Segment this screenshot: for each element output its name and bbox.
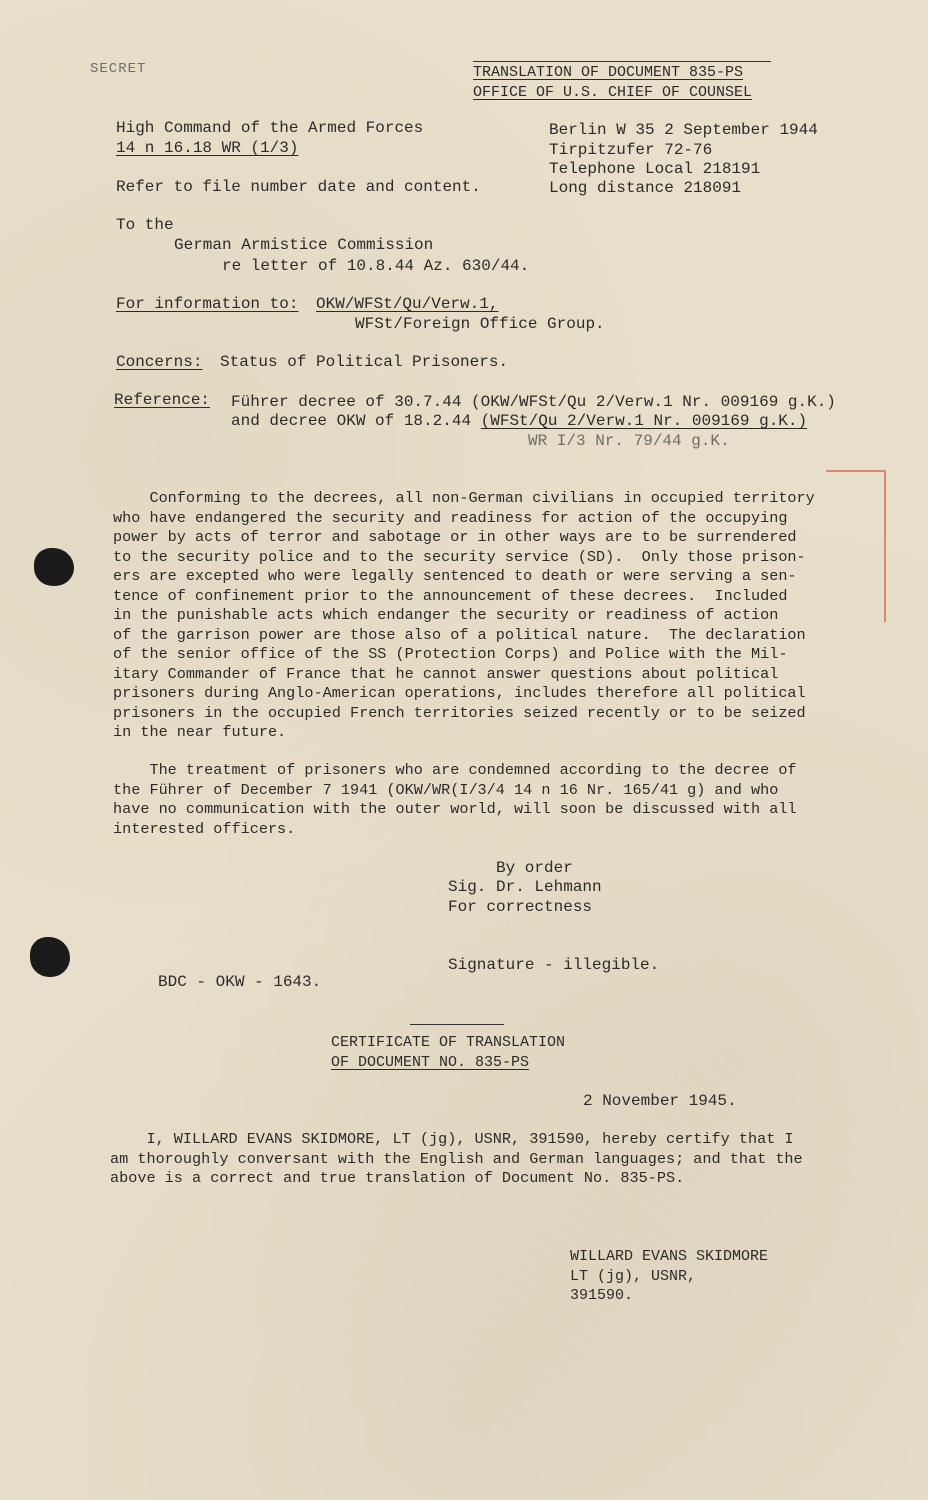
- certificate-title-2: OF DOCUMENT NO. 835-PS: [331, 1054, 530, 1071]
- certificate-text: I, WILLARD EVANS SKIDMORE, LT (jg), USNR, 391590, hereby certify that I am thoroughly conversant with the English and German languages; and that the above is a correct and true translation of Document No. 835-PS.: [110, 1130, 803, 1187]
- info-line-2: WFSt/Foreign Office Group.: [355, 315, 605, 333]
- body-paragraph-1: Conforming to the decrees, all non-German civilians in occupied territory who have endangered the security and readiness for action of the occupying power by acts of terror and sabotage or in other ways are to be surrendered to the security police and to the security service (SD). Only those prison- ers are excepted who were legally sentenced to death or were serving a sen- tence of confinement prior to the announcement of these decrees. Included in the punishable acts which endanger the security or readiness of action of the garrison power are those also of a political nature. The declaration of the senior office of the SS (Protection Corps) and Police with the Mil- itary Commander of France that he cannot answer questions about political prisoners during Anglo-American operations, includes therefore all political prisoners in the occupied French territories seized recently or to be seized in the near future.: [113, 489, 815, 741]
- for-correctness: For correctness: [448, 898, 593, 916]
- signature-sig: Sig. Dr. Lehmann: [448, 878, 602, 896]
- red-pencil-mark: [826, 470, 886, 622]
- refer-note: Refer to file number date and content.: [116, 178, 481, 196]
- header-rule: [473, 61, 771, 62]
- reference-line-1: Führer decree of 30.7.44 (OKW/WFSt/Qu 2/Verw.1 Nr. 009169 g.K.): [231, 393, 836, 411]
- recipient-to: To the: [116, 216, 174, 234]
- certificate-rule: [410, 1024, 504, 1025]
- reference-line-2a: and decree OKW of 18.2.44: [231, 412, 481, 430]
- address-line-2: Tirpitzufer 72-76: [549, 141, 713, 159]
- signature-illegible: Signature - illegible.: [448, 956, 660, 974]
- recipient-re: re letter of 10.8.44 Az. 630/44.: [222, 257, 530, 275]
- bdc-reference: BDC - OKW - 1643.: [158, 973, 322, 991]
- translation-title: TRANSLATION OF DOCUMENT 835-PS: [473, 64, 744, 81]
- punch-hole-top: [34, 548, 74, 586]
- concerns-label: Concerns:: [116, 353, 203, 371]
- address-line-4: Long distance 218091: [549, 179, 742, 197]
- reference-line-2: [231, 412, 807, 432]
- punch-hole-bottom: [30, 937, 70, 977]
- certificate-title-1: CERTIFICATE OF TRANSLATION: [331, 1034, 566, 1051]
- address-line-1: Berlin W 35 2 September 1944: [549, 121, 818, 139]
- by-order: By order: [496, 859, 573, 877]
- translator-number: 391590.: [570, 1287, 634, 1304]
- reference-line-2b: (WFSt/Qu 2/Verw.1 Nr. 009169 g.K.): [480, 412, 808, 430]
- reference-line-3: WR I/3 Nr. 79/44 g.K.: [528, 432, 730, 450]
- recipient-name: German Armistice Commission: [174, 236, 434, 254]
- classification-mark: SECRET: [90, 61, 147, 77]
- body-paragraph-2: The treatment of prisoners who are condemned according to the decree of the Führer of December 7 1941 (OKW/WR(I/3/4 14 n 16 Nr. 165/41 g) and who have no communication with the outer world, will soon be discussed with all interested officers.: [113, 761, 797, 838]
- file-reference: 14 n 16.18 WR (1/3): [116, 139, 299, 157]
- reference-label: Reference:: [114, 391, 211, 409]
- certificate-date: 2 November 1945.: [583, 1092, 737, 1110]
- office-title: OFFICE OF U.S. CHIEF OF COUNSEL: [473, 84, 753, 101]
- address-line-3: Telephone Local 218191: [549, 160, 761, 178]
- translator-name: WILLARD EVANS SKIDMORE: [570, 1248, 769, 1265]
- translator-rank: LT (jg), USNR,: [570, 1268, 697, 1285]
- info-label: For information to:: [116, 295, 299, 313]
- sender-org: High Command of the Armed Forces: [116, 119, 424, 137]
- concerns-text: Status of Political Prisoners.: [220, 353, 509, 371]
- info-line-1: OKW/WFSt/Qu/Verw.1,: [316, 295, 499, 313]
